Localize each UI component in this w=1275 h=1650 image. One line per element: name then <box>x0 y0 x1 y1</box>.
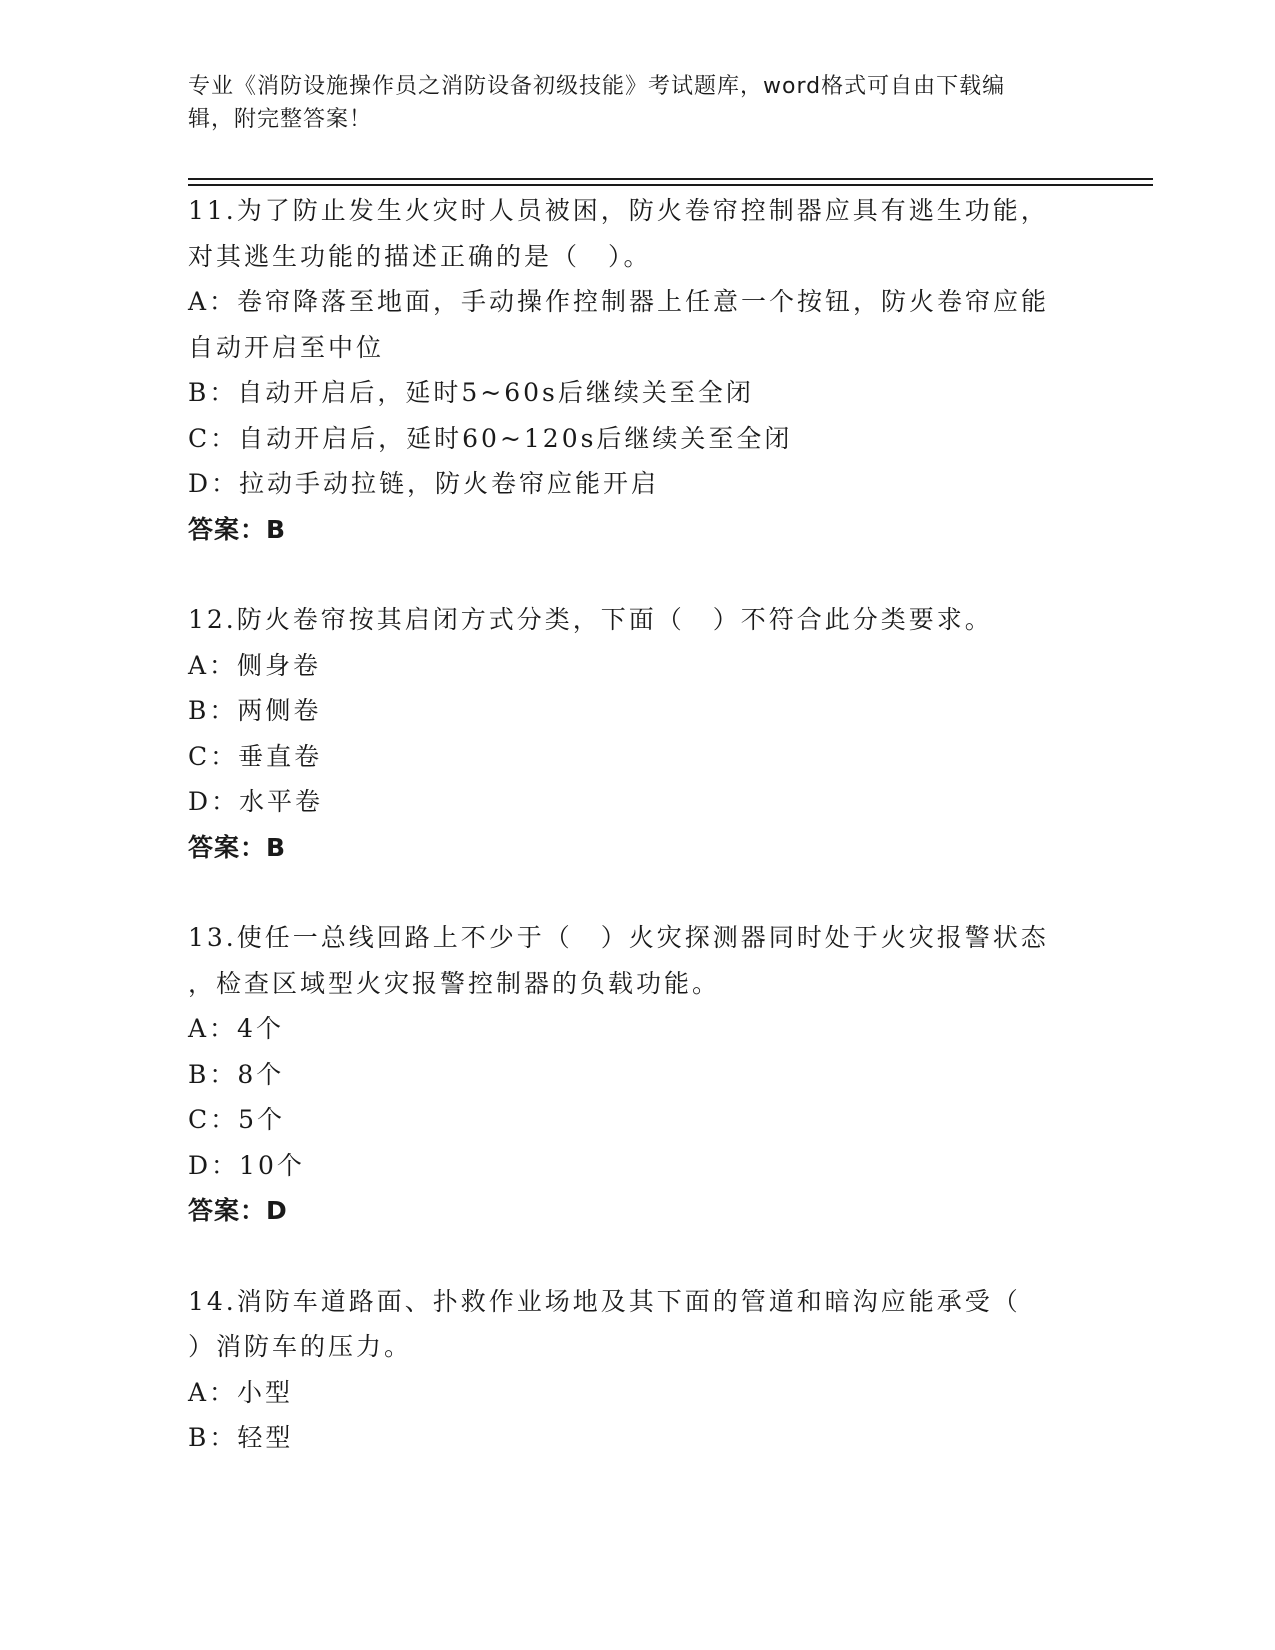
question-stem: 12.防火卷帘按其启闭方式分类，下面（ ）不符合此分类要求。 <box>188 605 993 634</box>
header-divider-top <box>188 178 1153 180</box>
question-11 <box>188 188 1088 552</box>
question-14 <box>188 1279 1088 1461</box>
question-stem: 14.消防车道路面、扑救作业场地及其下面的管道和暗沟应能承受（ <box>188 1286 1021 1316</box>
question-stem: ，检查区域型火灾报警控制器的负载功能。 <box>188 968 721 998</box>
option-a: A：卷帘降落至地面，手动操作控制器上任意一个按钮，防火卷帘应能 <box>188 287 1050 316</box>
option-c: C：自动开启后，延时60~120s后继续关至全闭 <box>188 423 793 453</box>
option-b: B：两侧卷 <box>188 696 322 725</box>
question-stem: 13.使任一总线回路上不少于（ ）火灾探测器同时处于火灾报警状态 <box>188 923 1049 952</box>
question-gap <box>188 1234 1088 1279</box>
option-d: D：拉动手动拉链，防火卷帘应能开启 <box>188 469 660 498</box>
question-gap <box>188 870 1088 915</box>
option-c: C：垂直卷 <box>188 741 323 771</box>
question-13 <box>188 915 1088 1234</box>
option-b: B：自动开启后，延时5~60s后继续关至全闭 <box>188 378 754 407</box>
option-d: D：10个 <box>188 1150 305 1180</box>
question-gap <box>188 552 1088 597</box>
option-c: C：5个 <box>188 1105 286 1134</box>
question-stem: 对其逃生功能的描述正确的是（ ）。 <box>188 241 652 271</box>
answer: 答案：B <box>188 514 287 544</box>
option-a: A：侧身卷 <box>188 650 322 680</box>
option-b: B：轻型 <box>188 1423 294 1452</box>
option-a-continued: 自动开启至中位 <box>188 332 385 362</box>
header-line-1: 专业《消防设施操作员之消防设备初级技能》考试题库，word格式可自由下载编 <box>188 74 1006 99</box>
question-stem: 11.为了防止发生火灾时人员被困，防火卷帘控制器应具有逃生功能， <box>188 196 1049 225</box>
header-line-2: 辑，附完整答案！ <box>188 107 373 132</box>
option-a: A：4个 <box>188 1014 284 1043</box>
option-a: A：小型 <box>188 1377 294 1407</box>
option-b: B：8个 <box>188 1059 285 1089</box>
question-list <box>188 188 1088 1461</box>
header-divider-bottom <box>188 184 1153 186</box>
answer: 答案：D <box>188 1196 288 1225</box>
option-d: D：水平卷 <box>188 787 324 816</box>
answer: 答案：B <box>188 832 287 862</box>
question-12 <box>188 597 1088 870</box>
document-header <box>188 70 1068 136</box>
question-stem: ）消防车的压力。 <box>188 1332 413 1361</box>
